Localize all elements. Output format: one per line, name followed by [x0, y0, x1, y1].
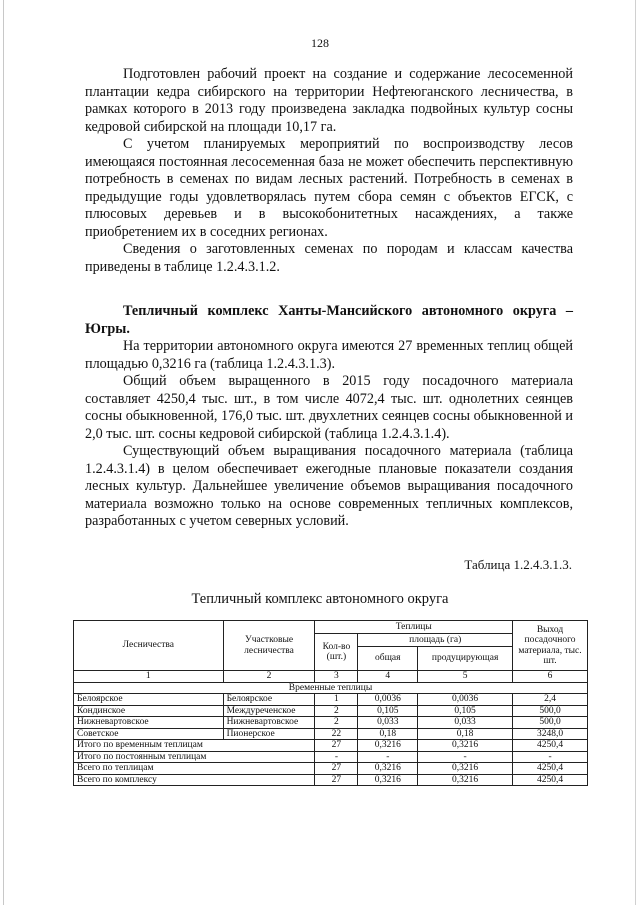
header-greenhouses: Теплицы	[315, 621, 513, 634]
cell-area-productive: -	[418, 751, 513, 763]
header-forestry: Лесничества	[74, 621, 224, 671]
cell-area-total: 0,18	[358, 728, 418, 740]
total-row	[74, 763, 588, 775]
cell-area-productive: 0,033	[418, 717, 513, 729]
cell-output: 4250,4	[513, 740, 588, 752]
header-output: Выход посадочного материала, тыс. шт.	[513, 621, 588, 671]
column-number: 1	[74, 671, 224, 683]
cell-forestry: Советское	[74, 728, 224, 740]
paragraph: Существующий объем выращивания посадочного материала (таблица 1.2.4.3.1.4) в целом обеспечивает ежегодные плановые показатели создания лесных культур. Дальнейшее увеличение объемов выращивания посадочного материала возможно только на основе современных тепличных комплексов, разработанных с учетом северных условий.	[85, 443, 573, 529]
cell-area-total: 0,3216	[358, 740, 418, 752]
header-area: площадь (га)	[358, 634, 513, 647]
paragraph: Общий объем выращенного в 2015 году посадочного материала составляет 4250,4 тыс. шт., в том числе 4072,4 тыс. шт. однолетних сеянцев сосны обыкновенной, 176,0 тыс. шт. двухлетних сеянцев сосны обыкновенной и 2,0 тыс. шт. сосны кедровой сибирской (таблица 1.2.4.3.1.4).	[85, 373, 573, 442]
cell-district: Междуреченское	[223, 705, 315, 717]
cell-output: -	[513, 751, 588, 763]
cell-area-total: 0,3216	[358, 763, 418, 775]
intro-text	[85, 66, 573, 276]
cell-forestry: Белоярское	[74, 694, 224, 706]
cell-area-total: 0,033	[358, 717, 418, 729]
total-label: Всего по комплексу	[74, 774, 315, 786]
total-label: Всего по теплицам	[74, 763, 315, 775]
header-count: Кол-во (шт.)	[315, 634, 358, 671]
cell-count: -	[315, 751, 358, 763]
cell-area-productive: 0,3216	[418, 774, 513, 786]
total-row	[74, 740, 588, 752]
cell-district: Белоярское	[223, 694, 315, 706]
cell-district: Нижневартовское	[223, 717, 315, 729]
page-number: 128	[311, 36, 329, 50]
cell-area-productive: 0,3216	[418, 763, 513, 775]
paragraph: На территории автономного округа имеются 27 временных теплиц общей площадью 0,3216 га (таблица 1.2.4.3.1.3).	[85, 338, 573, 372]
paragraph: Подготовлен рабочий проект на создание и содержание лесосеменной плантации кедра сибирского на территории Нефтеюганского лесничества, в рамках которого в 2013 году произведена закладка подвойных культур сосны кедровой сибирской на площади 10,17 га.	[85, 66, 573, 135]
total-label: Итого по временным теплицам	[74, 740, 315, 752]
cell-forestry: Нижневартовское	[74, 717, 224, 729]
cell-area-total: 0,105	[358, 705, 418, 717]
column-number: 2	[223, 671, 315, 683]
column-number: 3	[315, 671, 358, 683]
cell-count: 1	[315, 694, 358, 706]
total-row	[74, 751, 588, 763]
table-row	[74, 694, 588, 706]
cell-count: 27	[315, 774, 358, 786]
cell-count: 27	[315, 740, 358, 752]
column-number: 6	[513, 671, 588, 683]
table-row	[74, 717, 588, 729]
total-label: Итого по постоянным теплицам	[74, 751, 315, 763]
table-title: Тепличный комплекс автономного округа	[191, 591, 449, 607]
paragraph: Сведения о заготовленных семенах по породам и классам качества приведены в таблице 1.2.4.3.1.2.	[85, 241, 573, 275]
cell-output: 4250,4	[513, 774, 588, 786]
section-heading: Тепличный комплекс Ханты-Мансийского автономного округа – Югры.	[85, 303, 573, 337]
header-district: Участковые лесничества	[223, 621, 315, 671]
paragraph: С учетом планируемых мероприятий по воспроизводству лесов имеющаяся постоянная лесосеменная база не может обеспечить перспективную потребность в семенах по видам лесных растений. Потребность в семенах в предыдущие годы удовлетворялась путем сбора семян с объектов ЕГСК, с плюсовых деревьев и в высокобонитетных насаждениях, а также приобретением их в соседних регионах.	[85, 136, 573, 240]
cell-count: 2	[315, 705, 358, 717]
cell-count: 27	[315, 763, 358, 775]
section-text	[85, 303, 573, 531]
table-row	[74, 705, 588, 717]
column-number: 4	[358, 671, 418, 683]
scan-edge-left	[3, 0, 4, 905]
header-area-total: общая	[358, 647, 418, 671]
header-area-productive: продуцирующая	[418, 647, 513, 671]
cell-output: 500,0	[513, 717, 588, 729]
cell-output: 4250,4	[513, 763, 588, 775]
table-row	[74, 728, 588, 740]
cell-forestry: Кондинское	[74, 705, 224, 717]
table-section-label: Временные теплицы	[74, 682, 588, 694]
scan-edge-right	[635, 0, 636, 905]
cell-output: 3248,0	[513, 728, 588, 740]
cell-area-productive: 0,0036	[418, 694, 513, 706]
cell-count: 2	[315, 717, 358, 729]
cell-output: 500,0	[513, 705, 588, 717]
cell-area-total: -	[358, 751, 418, 763]
cell-area-productive: 0,18	[418, 728, 513, 740]
cell-district: Пионерское	[223, 728, 315, 740]
total-row	[74, 774, 588, 786]
cell-area-total: 0,3216	[358, 774, 418, 786]
table-number: Таблица 1.2.4.3.1.3.	[464, 557, 572, 572]
cell-count: 22	[315, 728, 358, 740]
cell-area-productive: 0,105	[418, 705, 513, 717]
cell-area-total: 0,0036	[358, 694, 418, 706]
cell-area-productive: 0,3216	[418, 740, 513, 752]
cell-output: 2,4	[513, 694, 588, 706]
greenhouse-table	[73, 620, 588, 786]
column-number: 5	[418, 671, 513, 683]
